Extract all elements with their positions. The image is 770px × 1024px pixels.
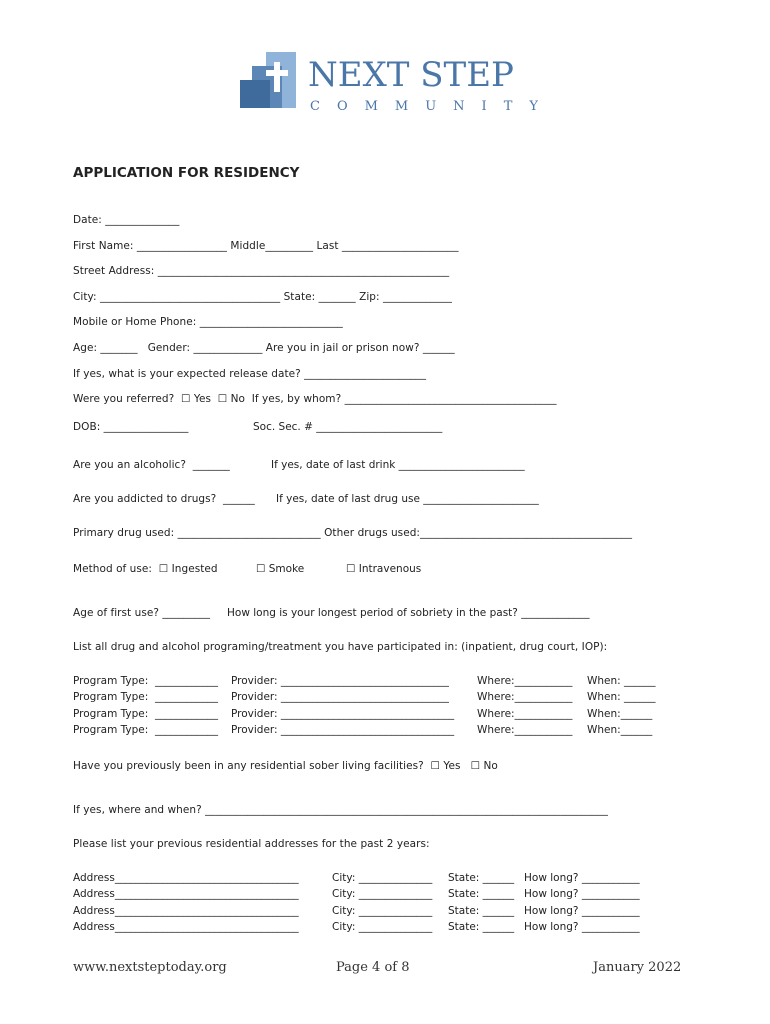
where-when-field[interactable]: If yes, where and when? ____________________________________________________________________________: [73, 804, 608, 816]
drugs-used-fields[interactable]: Primary drug used: ___________________________ Other drugs used:________________________________________: [73, 527, 633, 539]
drug-addiction-field[interactable]: Are you addicted to drugs? ______: [73, 493, 255, 505]
form-title: APPLICATION FOR RESIDENCY: [73, 165, 300, 181]
ssn-field[interactable]: Soc. Sec. # ________________________: [253, 421, 443, 433]
when-field[interactable]: When:______: [587, 708, 653, 720]
age-gender-jail-fields[interactable]: Age: _______ Gender: _____________ Are you in jail or prison now? ______: [73, 342, 455, 354]
sobriety-field[interactable]: How long is your longest period of sobriety in the past? _____________: [227, 607, 590, 619]
program-type-field[interactable]: Program Type: ____________: [73, 724, 218, 736]
address-howlong-field[interactable]: How long? ___________: [524, 921, 640, 933]
next-step-logo: [238, 48, 548, 118]
where-field[interactable]: Where:___________: [477, 691, 573, 703]
previous-addresses-prompt: Please list your previous residential addresses for the past 2 years:: [73, 838, 430, 850]
address-howlong-field[interactable]: How long? ___________: [524, 888, 640, 900]
date-field[interactable]: Date: ______________: [73, 214, 180, 226]
provider-field[interactable]: Provider: ________________________________: [231, 691, 449, 703]
sober-living-question[interactable]: Have you previously been in any residential sober living facilities? ☐ Yes ☐ No: [73, 760, 498, 772]
svg-text:NEXT STEP: NEXT STEP: [308, 55, 514, 95]
address-city-field[interactable]: City: ______________: [332, 888, 433, 900]
svg-text:COMMUNITY: COMMUNITY: [310, 99, 548, 114]
phone-field[interactable]: Mobile or Home Phone: ___________________________: [73, 316, 343, 328]
footer-date: January 2022: [593, 960, 682, 975]
where-field[interactable]: Where:___________: [477, 724, 573, 736]
cross-steps-icon: [238, 48, 548, 118]
address-city-field[interactable]: City: ______________: [332, 872, 433, 884]
when-field[interactable]: When:______: [587, 724, 653, 736]
address-state-field[interactable]: State: ______: [448, 888, 515, 900]
name-fields[interactable]: First Name: _________________ Middle_________ Last ______________________: [73, 240, 459, 252]
footer-website: www.nextsteptoday.org: [73, 960, 227, 975]
program-type-field[interactable]: Program Type: ____________: [73, 691, 218, 703]
method-intravenous-checkbox[interactable]: ☐ Intravenous: [346, 563, 422, 575]
address-state-field[interactable]: State: ______: [448, 921, 515, 933]
program-type-field[interactable]: Program Type: ____________: [73, 675, 218, 687]
method-ingested-checkbox[interactable]: Method of use: ☐ Ingested: [73, 563, 218, 575]
release-date-field[interactable]: If yes, what is your expected release date? _______________________: [73, 368, 427, 380]
address-state-field[interactable]: State: ______: [448, 905, 515, 917]
address-field[interactable]: Address___________________________________: [73, 872, 299, 884]
provider-field[interactable]: Provider: _________________________________: [231, 708, 455, 720]
treatment-prompt: List all drug and alcohol programing/treatment you have participated in: (inpatient, drug court, IOP):: [73, 641, 608, 653]
address-howlong-field[interactable]: How long? ___________: [524, 905, 640, 917]
address-state-field[interactable]: State: ______: [448, 872, 515, 884]
provider-field[interactable]: Provider: ________________________________: [231, 675, 449, 687]
last-drug-use-field[interactable]: If yes, date of last drug use ______________________: [276, 493, 539, 505]
address-field[interactable]: Address___________________________________: [73, 905, 299, 917]
program-type-field[interactable]: Program Type: ____________: [73, 708, 218, 720]
when-field[interactable]: When: ______: [587, 691, 656, 703]
address-field[interactable]: Address___________________________________: [73, 921, 299, 933]
address-city-field[interactable]: City: ______________: [332, 921, 433, 933]
address-field[interactable]: Address___________________________________: [73, 888, 299, 900]
where-field[interactable]: Where:___________: [477, 708, 573, 720]
dob-field[interactable]: DOB: ________________: [73, 421, 189, 433]
alcoholic-field[interactable]: Are you an alcoholic? _______: [73, 459, 230, 471]
last-drink-field[interactable]: If yes, date of last drink ________________________: [271, 459, 525, 471]
where-field[interactable]: Where:___________: [477, 675, 573, 687]
city-state-zip-fields[interactable]: City: __________________________________ State: _______ Zip: _____________: [73, 291, 452, 303]
address-howlong-field[interactable]: How long? ___________: [524, 872, 640, 884]
method-smoke-checkbox[interactable]: ☐ Smoke: [256, 563, 305, 575]
address-city-field[interactable]: City: ______________: [332, 905, 433, 917]
street-address-field[interactable]: Street Address: _______________________________________________________: [73, 265, 450, 277]
referral-field[interactable]: Were you referred? ☐ Yes ☐ No If yes, by whom? ________________________________________: [73, 393, 557, 405]
first-use-field[interactable]: Age of first use? _________: [73, 607, 211, 619]
footer-page-number: Page 4 of 8: [336, 960, 410, 975]
when-field[interactable]: When: ______: [587, 675, 656, 687]
provider-field[interactable]: Provider: _________________________________: [231, 724, 455, 736]
